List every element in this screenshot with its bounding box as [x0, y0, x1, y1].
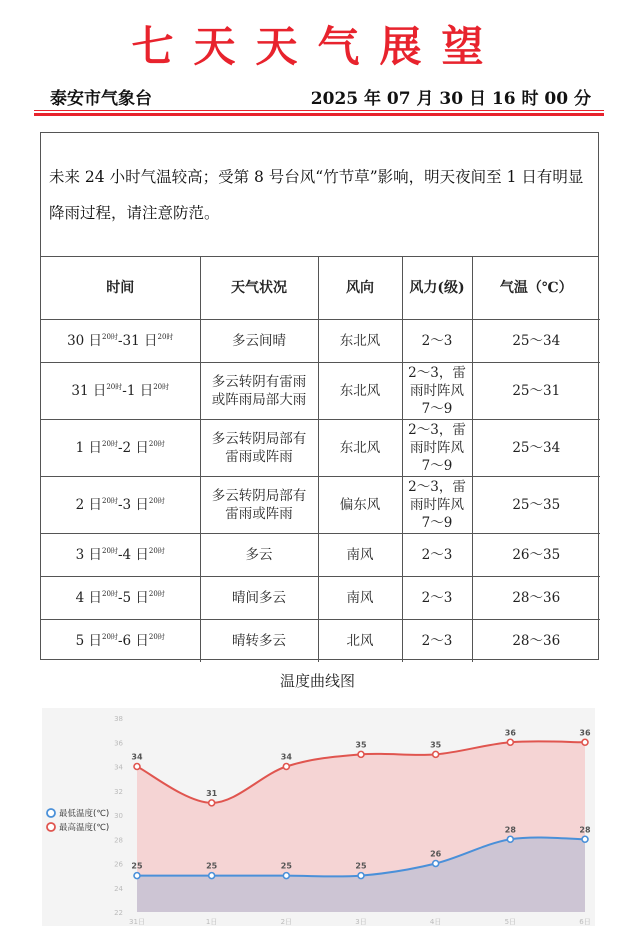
legend-label: 最低温度(℃): [59, 809, 110, 819]
cell-wind-direction: 南风: [318, 533, 402, 576]
data-label: 28: [504, 825, 516, 835]
y-tick-label: 38: [114, 715, 123, 723]
forecast-table: [41, 257, 600, 662]
time-separator: -: [122, 382, 127, 399]
data-point: [507, 836, 513, 842]
x-tick-label: 3日: [355, 918, 367, 926]
time-to-hour: 20时: [148, 496, 165, 505]
cell-wind-force: [402, 476, 472, 533]
time-from-hour: 20时: [102, 546, 118, 555]
header-time: 时间: [41, 257, 200, 319]
cell-wind-direction: 东北风: [318, 419, 402, 476]
cell-time: [41, 619, 200, 662]
time-to-hour: 20时: [148, 546, 165, 555]
table-row: [41, 533, 600, 576]
data-label: 25: [280, 861, 292, 871]
x-tick-label: 6日: [579, 918, 591, 926]
table-row: [41, 476, 600, 533]
time-from-day: 4 日: [75, 589, 103, 606]
cell-wind-direction: 南风: [318, 576, 402, 619]
issue-time: 2025 年 07 月 30 日 16 时 00 分: [310, 89, 591, 109]
cell-temperature: 28～36: [472, 576, 600, 619]
time-from-hour: 20时: [102, 496, 118, 505]
time-to-hour: 20时: [153, 382, 170, 391]
data-point: [582, 836, 588, 842]
cell-time: [41, 576, 200, 619]
cell-temperature: 25～35: [472, 476, 600, 533]
time-separator: -: [117, 589, 123, 606]
wind-force-text: 2～3: [421, 332, 453, 349]
header-temperature: 气温（℃）: [472, 257, 600, 319]
data-label: 31: [206, 788, 218, 798]
time-to-day: 4 日: [122, 546, 149, 563]
time-to-hour: 20时: [148, 439, 165, 448]
y-tick-label: 34: [114, 763, 123, 772]
time-from-day: 31 日: [71, 382, 107, 399]
time-from-hour: 20时: [102, 589, 118, 598]
cell-time: [41, 419, 200, 476]
forecast-table-box: [40, 132, 599, 660]
y-tick-label: 26: [114, 860, 123, 869]
y-tick-label: 22: [114, 909, 123, 917]
y-tick-label: 30: [114, 812, 123, 820]
data-point: [283, 873, 289, 879]
time-separator: -: [117, 496, 123, 513]
wind-force-text: 2～3: [421, 632, 453, 649]
time-to-hour: 20时: [157, 332, 174, 341]
table-row: [41, 419, 600, 476]
time-separator: -: [117, 632, 123, 649]
time-from-hour: 20时: [102, 632, 118, 641]
time-to-day: 2 日: [122, 439, 149, 456]
data-point: [209, 800, 215, 806]
data-label: 36: [579, 728, 591, 738]
cell-temperature: 25～31: [472, 362, 600, 419]
weather-text: 多云转阴有雷雨或阵雨局部大雨: [211, 373, 307, 408]
cell-time: [41, 319, 200, 362]
y-tick-label: 36: [114, 739, 123, 748]
cell-wind-direction: 东北风: [318, 319, 402, 362]
data-point: [507, 739, 513, 745]
data-point: [283, 764, 289, 770]
data-point: [358, 751, 364, 757]
time-to-hour: 20时: [148, 589, 165, 598]
cell-temperature: 26～35: [472, 533, 600, 576]
cell-weather: [200, 476, 318, 533]
legend-label: 最高温度(℃): [59, 823, 110, 833]
cell-weather: [200, 419, 318, 476]
data-label: 34: [280, 752, 292, 762]
wind-force-text: 2～3，雷雨时阵风 7～9: [408, 478, 466, 531]
header-rule-thin: [34, 110, 604, 111]
temperature-chart-svg: [42, 708, 595, 926]
time-from-day: 5 日: [75, 632, 103, 649]
data-label: 36: [504, 728, 516, 738]
data-point: [134, 873, 140, 879]
data-point: [582, 739, 588, 745]
data-label: 34: [131, 752, 143, 762]
cell-temperature: 28～36: [512, 632, 561, 649]
cell-time: [41, 533, 200, 576]
cell-temperature: 25～34: [472, 419, 600, 476]
x-tick-label: 2日: [280, 918, 293, 926]
cell-weather: [200, 576, 318, 619]
cell-wind-direction: 北风: [318, 619, 402, 662]
cell-weather: [200, 362, 318, 419]
data-label: 25: [206, 861, 218, 871]
time-separator: -: [117, 546, 123, 563]
data-label: 25: [131, 861, 143, 871]
weather-text: 多云间晴: [232, 332, 286, 349]
weather-text: 多云转阴局部有雷雨或阵雨: [211, 487, 307, 522]
cell-weather: [200, 533, 318, 576]
wind-force-text: 2～3，雷雨时阵风 7～9: [408, 364, 466, 417]
time-from-hour: 20时: [106, 382, 123, 391]
time-to-day: 1 日: [126, 382, 154, 399]
y-tick-label: 28: [114, 836, 123, 845]
data-point: [358, 873, 364, 879]
issuing-office: 泰安市气象台: [50, 89, 152, 109]
time-from-day: 3 日: [75, 546, 103, 563]
x-tick-label: 1日: [205, 918, 218, 926]
wind-force-text: 2～3: [421, 589, 453, 606]
table-row: [41, 576, 600, 619]
weather-text: 晴间多云: [232, 589, 286, 606]
time-from-day: 1 日: [75, 439, 103, 456]
cell-wind-force: [402, 576, 472, 619]
header-wind-direction: 风向: [318, 257, 402, 319]
data-label: 25: [355, 861, 367, 871]
time-to-hour: 20时: [148, 632, 165, 641]
table-row: [41, 319, 600, 362]
time-from-hour: 20时: [102, 332, 118, 341]
temperature-chart: [42, 708, 595, 926]
legend-marker: [47, 823, 55, 831]
x-tick-label: 4日: [429, 918, 442, 926]
cell-wind-direction: 东北风: [318, 362, 402, 419]
cell-time: [41, 362, 200, 419]
cell-wind-force: [402, 319, 472, 362]
cell-wind-force: [402, 533, 472, 576]
time-to-day: 6 日: [122, 632, 149, 649]
time-to-day: 3 日: [122, 496, 149, 513]
data-point: [433, 861, 439, 867]
chart-title: 温度曲线图: [279, 672, 355, 690]
time-from-day: 2 日: [75, 496, 103, 513]
weather-text: 晴转多云: [232, 632, 286, 649]
table-row: [41, 619, 600, 662]
wind-force-text: 2～3，雷雨时阵风 7～9: [408, 421, 466, 474]
time-to-day: 31 日: [122, 332, 158, 349]
x-tick-label: 31日: [129, 918, 145, 926]
legend-marker: [47, 809, 55, 817]
cell-wind-force: [402, 419, 472, 476]
header-rule-thick: [34, 113, 604, 116]
wind-force-text: 2～3: [421, 546, 453, 563]
cell-weather: [200, 619, 318, 662]
time-from-day: 30 日: [67, 332, 103, 349]
cell-time: [41, 476, 200, 533]
time-separator: -: [117, 439, 123, 456]
page-title: 七天天气展望: [131, 22, 504, 71]
cell-wind-force: [402, 619, 472, 662]
forecast-summary: 未来 24 小时气温较高；受第 8 号台风“竹节草”影响，明天夜间至 1 日有明显降雨过程，请注意防范。: [41, 133, 598, 257]
time-from-hour: 20时: [102, 439, 118, 448]
header-weather: 天气状况: [200, 257, 318, 319]
cell-wind-force: [402, 362, 472, 419]
y-tick-label: 24: [114, 884, 123, 893]
header-wind-force: 风力(级): [402, 257, 472, 319]
x-tick-label: 5日: [504, 918, 517, 926]
data-label: 35: [430, 740, 442, 750]
weather-text: 多云: [245, 546, 273, 563]
cell-weather: [200, 319, 318, 362]
data-label: 26: [430, 849, 442, 859]
table-row: [41, 362, 600, 419]
data-point: [433, 751, 439, 757]
cell-temperature: 25～34: [472, 319, 600, 362]
data-label: 28: [579, 825, 591, 835]
cell-wind-direction: 偏东风: [318, 476, 402, 533]
data-point: [209, 873, 215, 879]
table-header-row: [41, 257, 600, 319]
y-tick-label: 32: [114, 787, 123, 796]
time-separator: -: [117, 332, 123, 349]
data-point: [134, 764, 140, 770]
data-label: 35: [355, 740, 367, 750]
time-to-day: 5 日: [122, 589, 149, 606]
weather-text: 多云转阴局部有雷雨或阵雨: [211, 430, 307, 465]
